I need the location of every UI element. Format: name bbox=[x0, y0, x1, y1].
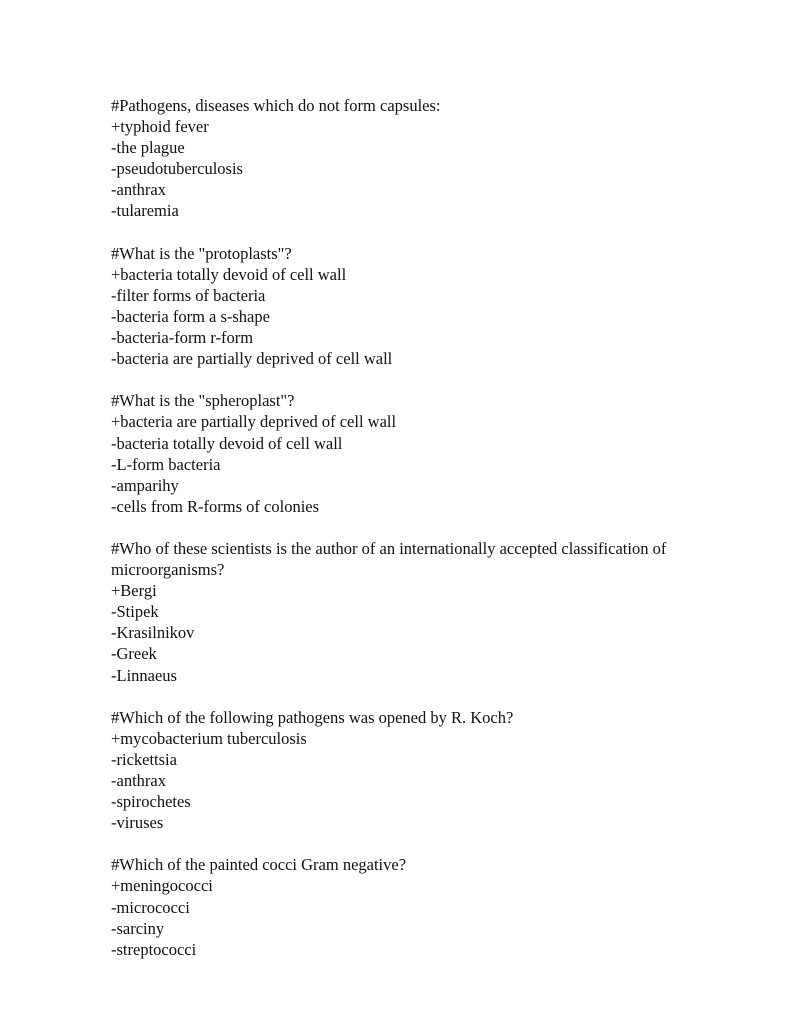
answer-option: -Linnaeus bbox=[111, 665, 177, 685]
answer-option: +typhoid fever bbox=[111, 117, 209, 137]
question-text: #What is the "protoplasts"? bbox=[111, 243, 292, 263]
answer-option: -rickettsia bbox=[111, 749, 177, 769]
answer-option: -streptococci bbox=[111, 939, 197, 959]
answer-option: -pseudotuberculosis bbox=[111, 159, 243, 179]
question-block bbox=[111, 538, 741, 686]
answer-option: -bacteria-form r-form bbox=[111, 328, 254, 348]
question-text: #Which of the following pathogens was opened by R. Koch? bbox=[111, 707, 514, 727]
question-block bbox=[111, 95, 741, 222]
question-block bbox=[111, 390, 741, 517]
answer-option: +mycobacterium tuberculosis bbox=[111, 728, 307, 748]
question-text: #Which of the painted cocci Gram negative? bbox=[111, 855, 407, 875]
answer-option: -Krasilnikov bbox=[111, 623, 195, 643]
answer-option: -the plague bbox=[111, 138, 185, 158]
question-text: #Pathogens, diseases which do not form capsules: bbox=[111, 96, 441, 115]
question-text: #Who of these scientists is the author of an internationally accepted classification of microorganisms? bbox=[111, 538, 667, 580]
answer-option: +Bergi bbox=[111, 581, 157, 601]
question-block bbox=[111, 243, 741, 370]
answer-option: -Greek bbox=[111, 644, 157, 664]
answer-option: -tularemia bbox=[111, 201, 179, 221]
answer-option: -viruses bbox=[111, 813, 164, 833]
answer-option: -cells from R-forms of colonies bbox=[111, 496, 320, 516]
answer-option: -micrococci bbox=[111, 897, 190, 917]
answer-option: +bacteria totally devoid of cell wall bbox=[111, 264, 347, 284]
document-page bbox=[111, 95, 741, 981]
answer-option: -sarciny bbox=[111, 918, 165, 938]
answer-option: -bacteria form a s-shape bbox=[111, 306, 270, 326]
question-block bbox=[111, 707, 741, 834]
answer-option: -bacteria totally devoid of cell wall bbox=[111, 433, 343, 453]
answer-option: -Stipek bbox=[111, 602, 159, 622]
answer-option: +meningococci bbox=[111, 876, 213, 896]
answer-option: -filter forms of bacteria bbox=[111, 285, 266, 305]
question-text: #What is the "spheroplast"? bbox=[111, 391, 295, 411]
answer-option: -anthrax bbox=[111, 771, 166, 790]
question-block bbox=[111, 854, 741, 959]
answer-option: -bacteria are partially deprived of cell wall bbox=[111, 349, 393, 369]
answer-option: -anthrax bbox=[111, 180, 166, 200]
answer-option: -L-form bacteria bbox=[111, 454, 221, 474]
answer-option: -amparihy bbox=[111, 475, 179, 495]
answer-option: +bacteria are partially deprived of cell wall bbox=[111, 412, 397, 432]
answer-option: -spirochetes bbox=[111, 792, 191, 812]
